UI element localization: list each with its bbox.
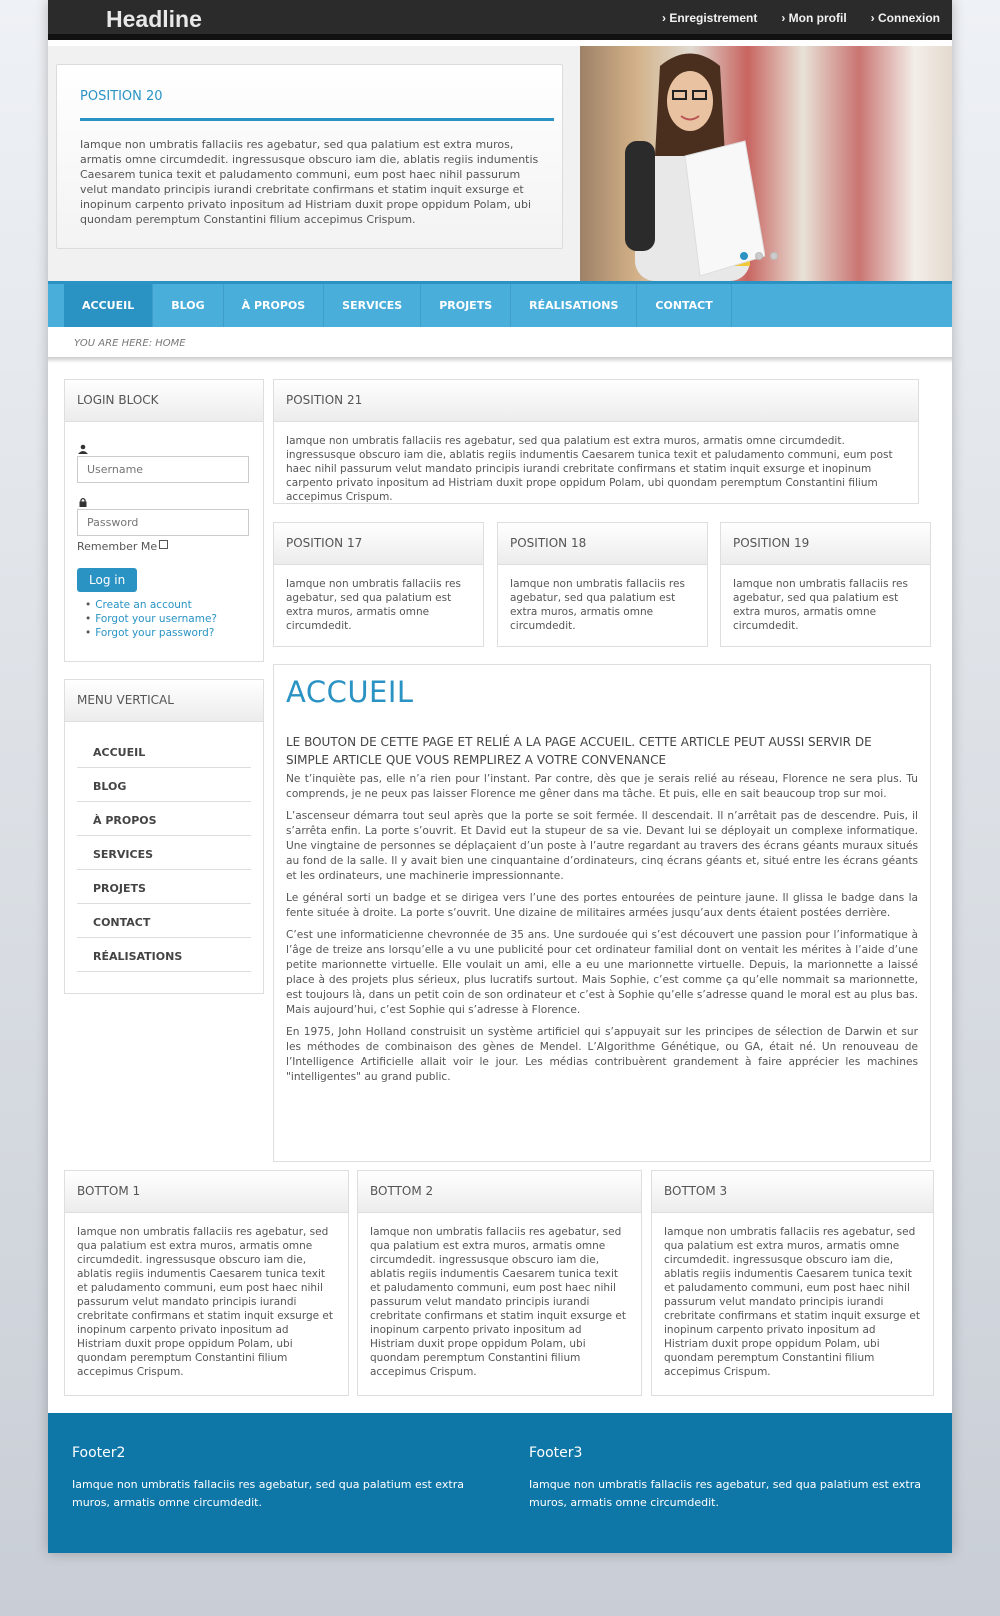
footer-text: Iamque non umbratis fallaciis res agebatur, sed qua palatium est extra muros, armatis omne circumdedit. <box>529 1478 921 1509</box>
password-input[interactable] <box>77 509 249 536</box>
footer-text: Iamque non umbratis fallaciis res agebatur, sed qua palatium est extra muros, armatis omne circumdedit. <box>72 1478 464 1509</box>
vertical-menu-module <box>64 679 264 994</box>
module-text: Iamque non umbratis fallaciis res agebatur, sed qua palatium est extra muros, armatis omne circumdedit. <box>510 578 685 632</box>
profile-link[interactable]: › Mon profil <box>781 11 847 25</box>
module-title: BOTTOM 2 <box>358 1171 641 1213</box>
footer-column <box>72 1445 472 1512</box>
forgot-password-link[interactable]: • Forgot your password? <box>85 626 251 640</box>
module-title: POSITION 21 <box>274 380 918 422</box>
divider <box>80 118 554 121</box>
top-bar <box>48 0 952 40</box>
module-title: LOGIN BLOCK <box>65 380 263 422</box>
article-paragraph: En 1975, John Holland construisit un système artificiel qui s’appuyait sur les principes de sélection de Darwin et sur les méthodes de combinaison des gènes de Mendel. L’Algorithme Génétique, ou GA, était né. Un renouveau de l’Intelligence Artificielle allait voir le jour. Les médias contribuèrent grandement à faire apprécier les machines "intelligentes" au grand public. <box>286 1026 918 1083</box>
module-text: Iamque non umbratis fallaciis res agebatur, sed qua palatium est extra muros, armatis omne circumdedit. <box>733 578 908 632</box>
article-paragraph: Le général sorti un badge et se dirigea vers l’une des portes entourées de peinture jaune. Il glissa le badge dans la fente située à droite. La porte s’ouvrit. Une dizaine de militaires armées jusqu’aux dents étaient postées derrière. <box>286 892 918 919</box>
vmenu-item-contact[interactable]: CONTACT <box>77 904 251 938</box>
nav-item-contact[interactable]: CONTACT <box>637 284 731 327</box>
slide-dot[interactable] <box>755 252 763 260</box>
module-title: MENU VERTICAL <box>65 680 263 722</box>
image-slider[interactable] <box>580 46 952 281</box>
username-input[interactable] <box>77 456 249 483</box>
footer-column <box>529 1445 929 1512</box>
nav-item-projets[interactable]: PROJETS <box>421 284 511 327</box>
vmenu-item-projets[interactable]: PROJETS <box>77 870 251 904</box>
footer <box>48 1413 952 1553</box>
page <box>48 0 952 1553</box>
bottom-2-module <box>357 1170 642 1396</box>
user-icon <box>78 444 88 454</box>
nav-item-services[interactable]: SERVICES <box>324 284 421 327</box>
divider <box>48 357 952 363</box>
remember-label: Remember Me <box>77 540 158 553</box>
module-text: Iamque non umbratis fallaciis res agebatur, sed qua palatium est extra muros, armatis omne circumdedit. ingressusque obscuro iam die, ablatis regiis indumentis Caesarem tunica texit et paludamento communi, eum post haec nihil passurum velut mandato principis iurandi crebritate confirmans et statim inquit exsurge et inopinum carpento privato inpositum ad Histriam duxit prope oppidum Polam, ubi quondam peremptum Constantini filium accepimus Crispum. <box>286 435 893 503</box>
remember-row <box>77 540 251 554</box>
module-text: Iamque non umbratis fallaciis res agebatur, sed qua palatium est extra muros, armatis omne circumdedit. <box>286 578 461 632</box>
lock-icon <box>78 497 88 507</box>
module-text: Iamque non umbratis fallaciis res agebatur, sed qua palatium est extra muros, armatis omne circumdedit. ingressusque obscuro iam die, ablatis regiis indumentis Caesarem tunica texit et paludamento communi, eum post haec nihil passurum velut mandato principis iurandi crebritate confirmans et statim inquit exsurge et inopinum carpento privato inpositum ad Histriam duxit prope oppidum Polam, ubi quondam peremptum Constantini filium accepimus Crispum. <box>664 1226 920 1378</box>
main-article <box>273 664 931 1162</box>
module-text: Iamque non umbratis fallaciis res agebatur, sed qua palatium est extra muros, armatis omne circumdedit. ingressusque obscuro iam die, ablatis regiis indumentis Caesarem tunica texit et paludamento communi, eum post haec nihil passurum velut mandato principis iurandi crebritate confirmans et statim inquit exsurge et inopinum carpento privato inpositum ad Histriam duxit prope oppidum Polam, ubi quondam peremptum Constantini filium accepimus Crispum. <box>370 1226 626 1378</box>
breadcrumb: YOU ARE HERE: HOME <box>74 338 186 349</box>
module-title: POSITION 18 <box>498 523 707 565</box>
forgot-username-link[interactable]: • Forgot your username? <box>85 612 251 626</box>
article-paragraph: C’est une informaticienne chevronnée de 35 ans. Une surdouée qui s’est découvert une passion pour l’informatique à l’âge de treize ans lorsqu’elle a vu une publicité pour cet ordinateur familial dont on ventait les mérites à l’aide d’une petite marionnette virtuelle. Elle voulait un ami, elle a eu une marionnette virtuelle. Depuis, la marionnette a laissé place à des projets plus sérieux, plus lucratifs surtout. Mais Sophie, c’est comme ça qu’elle nommait sa marionnette, est toujours là, dans un petit coin de son ordinateur et c’est à Sophie qu’elle s’adresse quand le moral est au plus bas. Mais aujourd’hui, c’est Sophie qui s’adresse à Florence. <box>286 929 918 1016</box>
position-19-module <box>720 522 931 647</box>
article-paragraph: L’ascenseur démarra tout seul après que la porte se soit fermée. Il descendait. Il n’arrêtait pas de descendre. Puis, il s’arrêta enfin. La porte s’ouvrit. Et David eut la stupeur de sa vie. Devant lui se déployait un complexe informatique. Une vingtaine de personnes se déplaçaient d’un poste à l’autre regardant au travers des écrans géants muraux situés au fond de la salle. Il y avait bien une cinquantaine d’ordinateurs, cinq écrans géants et, situé entre les écrans géants et les ordinateurs, une machinerie impressionnante. <box>286 810 918 882</box>
login-module <box>64 379 264 662</box>
footer-title: Footer3 <box>529 1445 583 1461</box>
nav-item-blog[interactable]: BLOG <box>153 284 223 327</box>
position-21-module <box>273 379 919 504</box>
slider-dots <box>740 252 778 260</box>
position-17-module <box>273 522 484 647</box>
vmenu-item-realisations[interactable]: RÉALISATIONS <box>77 938 251 972</box>
bottom-1-module <box>64 1170 349 1396</box>
article-paragraph: Ne t’inquiète pas, elle n’a rien pour l’instant. Par contre, dès que je serais relié au réseau, Florence ne sera plus. Tu comprends, je ne peux pas laisser Florence me gêner dans ma tâche. Et puis, elle en sait beaucoup trop sur moi. <box>286 773 918 800</box>
create-account-link[interactable]: • Create an account <box>85 598 251 612</box>
module-title: POSITION 17 <box>274 523 483 565</box>
login-link[interactable]: › Connexion <box>870 11 940 25</box>
register-link[interactable]: › Enregistrement <box>661 11 758 25</box>
vmenu-item-accueil[interactable]: ACCUEIL <box>77 734 251 768</box>
article-title: ACCUEIL <box>286 675 414 709</box>
vmenu-item-blog[interactable]: BLOG <box>77 768 251 802</box>
module-title: BOTTOM 3 <box>652 1171 933 1213</box>
hero <box>48 46 952 281</box>
site-headline[interactable]: Headline <box>106 6 202 32</box>
vmenu-item-a-propos[interactable]: À PROPOS <box>77 802 251 836</box>
bottom-3-module <box>651 1170 934 1396</box>
nav-item-a-propos[interactable]: À PROPOS <box>224 284 325 327</box>
remember-checkbox[interactable] <box>159 540 168 549</box>
nav-item-realisations[interactable]: RÉALISATIONS <box>511 284 637 327</box>
position-18-module <box>497 522 708 647</box>
footer-title: Footer2 <box>72 1445 126 1461</box>
login-button[interactable]: Log in <box>77 568 137 592</box>
article-lead: LE BOUTON DE CETTE PAGE ET RELIÉ A LA PAGE ACCUEIL. CETTE ARTICLE PEUT AUSSI SERVIR DE SIMPLE ARTICLE QUE VOUS REMPLIREZ A VOTRE CONVENANCE <box>286 735 872 767</box>
main-nav <box>48 281 952 327</box>
module-text: Iamque non umbratis fallaciis res agebatur, sed qua palatium est extra muros, armatis omne circumdedit. ingressusque obscuro iam die, ablatis regiis indumentis Caesarem tunica texit et paludamento communi, eum post haec nihil passurum velut mandato principis iurandi crebritate confirmans et statim inquit exsurge et inopinum carpento privato inpositum ad Histriam duxit prope oppidum Polam, ubi quondam peremptum Constantini filium accepimus Crispum. <box>77 1226 333 1378</box>
slide-dot[interactable] <box>740 252 748 260</box>
nav-item-accueil[interactable]: ACCUEIL <box>64 284 153 327</box>
slide-dot[interactable] <box>770 252 778 260</box>
module-text: Iamque non umbratis fallaciis res agebatur, sed qua palatium est extra muros, armatis omne circumdedit. ingressusque obscuro iam die, ablatis regiis indumentis Caesarem tunica texit et paludamento communi, eum post haec nihil passurum velut mandato principis iurandi crebritate confirmans et statim inquit exsurge et inopinum carpento privato inpositum ad Histriam duxit prope oppidum Polam, ubi quondam peremptum Constantini filium accepimus Crispum. <box>80 138 539 226</box>
top-links <box>662 11 940 25</box>
student-photo <box>615 46 765 281</box>
module-title: POSITION 20 <box>80 89 163 104</box>
module-title: POSITION 19 <box>721 523 930 565</box>
login-links <box>85 598 251 640</box>
module-title: BOTTOM 1 <box>65 1171 348 1213</box>
position-20-module <box>56 64 563 249</box>
vmenu-item-services[interactable]: SERVICES <box>77 836 251 870</box>
